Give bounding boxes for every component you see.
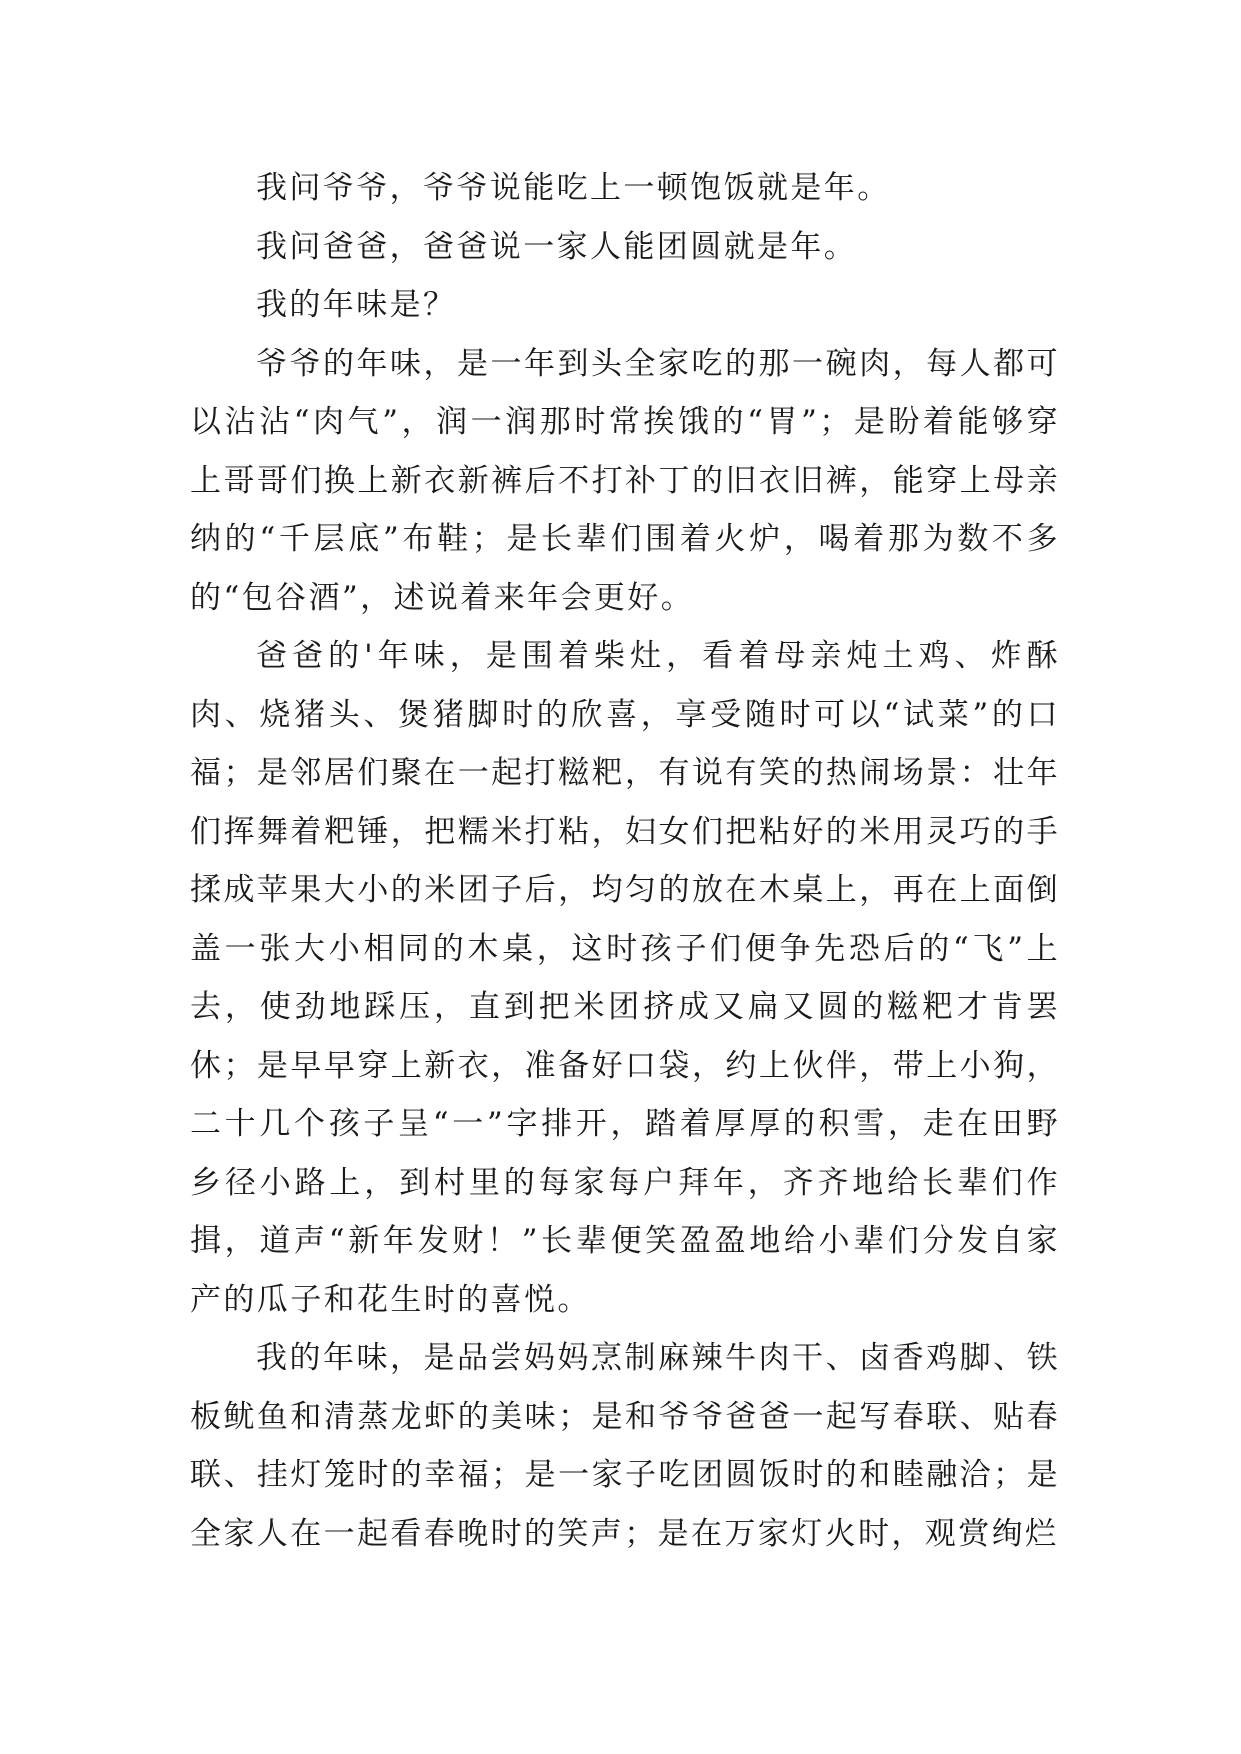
essay-body (190, 159, 1060, 1563)
paragraph-dad-new-year: 爸爸的'年味，是围着柴灶，看着母亲炖土鸡、炸酥肉、烧猪头、煲猪脚时的欣喜，享受随时可以“试菜”的口福；是邻居们聚在一起打糍粑，有说有笑的热闹场景：壮年们挥舞着粑锤，把糯米打粘，妇女们把粘好的米用灵巧的手揉成苹果大小的米团子后，均匀的放在木桌上，再在上面倒盖一张大小相同的木桌，这时孩子们便争先恐后的“飞”上去，使劲地踩压，直到把米团挤成又扁又圆的糍粑才肯罢休；是早早穿上新衣，准备好口袋，约上伙伴，带上小狗，二十几个孩子呈“一”字排开，踏着厚厚的积雪，走在田野乡径小路上，到村里的每家每户拜年，齐齐地给长辈们作揖，道声“新年发财！”长辈便笑盈盈地给小辈们分发自家产的瓜子和花生时的喜悦。 (190, 638, 1060, 1318)
paragraph-my-new-year: 我的年味，是品尝妈妈烹制麻辣牛肉干、卤香鸡脚、铁板鱿鱼和清蒸龙虾的美味；是和爷爷爸爸一起写春联、贴春联、挂灯笼时的幸福；是一家子吃团圆饭时的和睦融洽；是全家人在一起看春晚时的笑声；是在万家灯火时，观赏绚烂 (190, 1340, 1060, 1552)
paragraph-my-question: 我的年味是？ (256, 287, 457, 323)
paragraph-grandpa-new-year: 爷爷的年味，是一年到头全家吃的那一碗肉，每人都可以沾沾“肉气”，润一润那时常挨饿的“胃”；是盼着能够穿上哥哥们换上新衣新裤后不打补丁的旧衣旧裤，能穿上母亲纳的“千层底”布鞋；是长辈们围着火炉，喝着那为数不多的“包谷酒”，述说着来年会更好。 (190, 345, 1060, 616)
paragraph-grandpa-question: 我问爷爷，爷爷说能吃上一顿饱饭就是年。 (256, 170, 891, 206)
paragraph-dad-question: 我问爸爸，爸爸说一家人能团圆就是年。 (256, 228, 858, 265)
